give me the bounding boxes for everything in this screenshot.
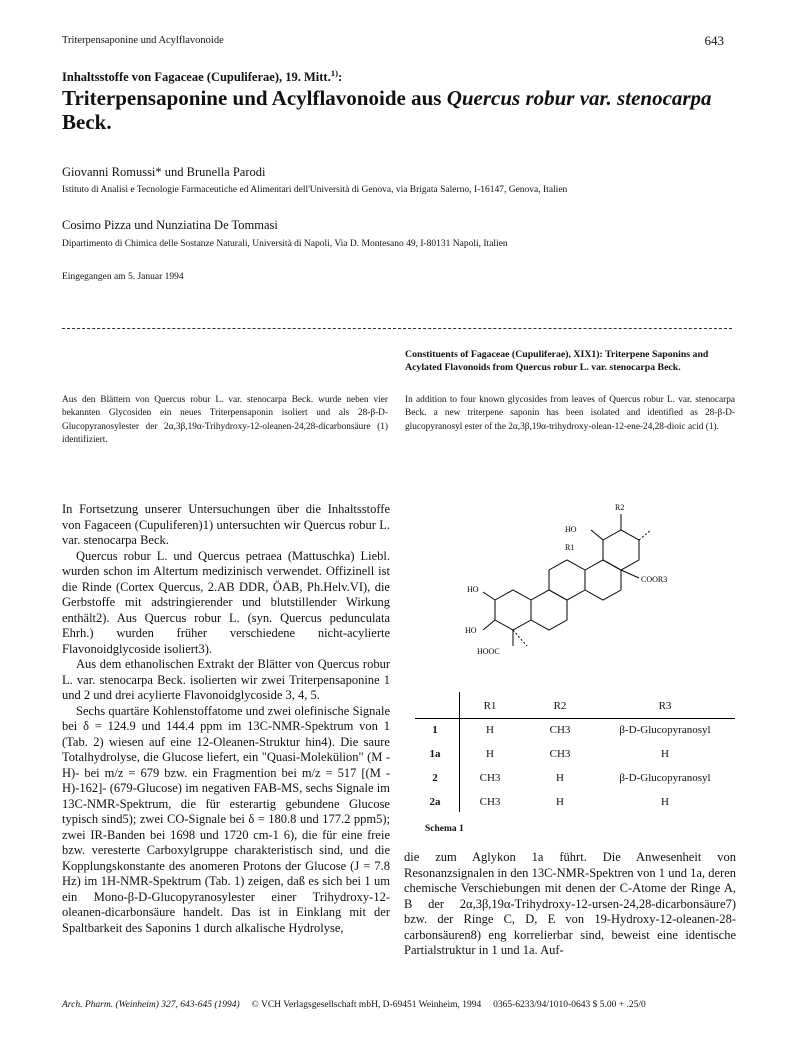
ring-d	[585, 560, 621, 600]
paragraph: In Fortsetzung unserer Untersuchungen über die Inhaltsstoffe von Fagaceen (Cupuliferen)1) untersuchten wir Quercus robur L. var. stenocarpa Beck.	[62, 502, 390, 547]
table-cell: H	[661, 796, 669, 808]
table-cell: CH3	[479, 772, 501, 784]
header-r3: R3	[658, 700, 672, 712]
article-title: Triterpensaponine und Acylflavonoide aus Quercus robur var. stenocarpa Beck.	[62, 86, 712, 134]
ring-c	[549, 560, 585, 600]
table-cell-id: 1a	[429, 748, 441, 760]
table-cell: β-D-Glucopyranosyl	[619, 772, 711, 784]
table-cell-id: 2a	[429, 796, 441, 808]
table-cell: H	[661, 748, 669, 760]
header-divider	[62, 328, 732, 329]
table-cell-id: 2	[432, 772, 438, 784]
table-cell: H	[486, 724, 494, 736]
label-ho-bottom: HO	[465, 626, 477, 635]
label-coor3: COOR3	[641, 575, 668, 584]
schema-caption: Schema 1	[425, 824, 464, 834]
page-number: 643	[704, 33, 724, 48]
table-row	[415, 748, 735, 768]
header-r2: R2	[553, 700, 567, 712]
ring-e	[603, 530, 639, 570]
table-cell: H	[556, 772, 564, 784]
table-cell: β-D-Glucopyranosyl	[619, 724, 711, 736]
substituent-table	[415, 692, 735, 820]
english-title: Constituents of Fagaceae (Cupuliferae), XIX1): Triterpene Saponins and Acylated Flavonoids from Quercus robur L. var. stenocarpa Beck.	[405, 349, 709, 373]
affiliation-2: Dipartimento di Chimica delle Sostanze Naturali, Università di Napoli, Via D. Montesano 49, I-80131 Napoli, Italien	[62, 239, 508, 249]
label-hooc: HOOC	[477, 647, 500, 656]
running-head: Triterpensaponine und Acylflavonoide	[62, 35, 224, 46]
authors-group-2: Cosimo Pizza und Nunziatina De Tommasi	[62, 218, 278, 232]
paragraph: Quercus robur L. und Quercus petraea (Mattuschka) Liebl. wurden schon im Altertum medizinisch verwendet. Offizinell ist die Rinde (Cortex Quercus, 2.AB DDR, ÖAB, Ph.Helv.VI), die Gerbstoffe mit adstringierender und blutstillender Wirkung enthält2). Aus Quercus robur L. (syn. Quercus pedunculata Ehrh.) wurden früher verschiedene nicht-acylierte Flavonoidglycoside isoliert3).	[62, 548, 390, 656]
table-cell-id: 1	[432, 724, 438, 736]
label-ho-left: HO	[467, 585, 479, 594]
table-row	[415, 772, 735, 792]
page-footer	[62, 1000, 646, 1010]
footer-issn: 0365-6233/94/1010-0643 $ 5.00 + .25/0	[493, 1000, 646, 1010]
ring-b	[531, 590, 567, 630]
table-cell: CH3	[549, 724, 571, 736]
received-date: Eingegangen am 5. Januar 1994	[62, 272, 184, 282]
body-column-right: die zum Aglykon 1a führt. Die Anwesenheit von Resonanzsignalen in den 13C-NMR-Spektren von 1 und 1a, deren chemische Verschiebungen mit denen der C-Atome der Ringe A, B der 2α,3β,19α-Trihydroxy-12-ursen-24,28-dicarbonsäure7) bzw. der Ringe C, D, E von 19-Hydroxy-12-oleanen-28-carbonsäuren8) eng korrelierbar sind, beweist eine identische Partialstruktur in 1 und 1a. Auf-	[404, 850, 736, 957]
label-r1: R1	[565, 543, 575, 552]
header-r1: R1	[483, 700, 497, 712]
table-cell: H	[556, 796, 564, 808]
table-header-row	[415, 700, 735, 720]
table-cell: H	[486, 748, 494, 760]
table-cell: CH3	[549, 748, 571, 760]
table-row	[415, 724, 735, 744]
authors-group-1: Giovanni Romussi* und Brunella Parodi	[62, 165, 266, 179]
series-line: Inhaltsstoffe von Fagaceae (Cupuliferae), 19. Mitt.$^{1)}$:	[62, 67, 343, 84]
table-row	[415, 796, 735, 816]
paragraph: Sechs quartäre Kohlenstoffatome und zwei olefinische Signale bei δ = 124.9 und 144.4 ppm im 13C-NMR-Spektrum von 1 (Tab. 2) wiesen auf eine 12-Oleanen-Struktur hin4). Die saure Totalhydrolyse, die Glucose liefert, ein "Quasi-Molekülion" (M - H)- bei m/z = 679 bzw. ein Fragmention bei m/z = 517 [(M - H)-162]- (679-Glucose) im negativen FAB-MS, sechs Signale im 13C-NMR-Spektrum, die für esterartig gebundene Glucose typisch sind5); zwei CO-Signale bei δ = 180.8 und 177.2 ppm5); zwei IR-Banden bei 1698 und 1720 cm-1 6), die für eine freie bzw. veresterte Carboxylgruppe charakteristisch sind, und die Kopplungskonstante des anomeren Protons der Glucose (J = 7.8 Hz) im 1H-NMR-Spektrum (Tab. 1) zeigen, daß es sich bei 1 um ein Mono-β-D-Glucopyranosylester einer Trihydroxy-12-oleanen-dicarbonsäure handelt. Das ist in Einklang mit der Spaltbarkeit des Saponins 1 durch alkalische Hydrolyse,	[62, 703, 390, 935]
ring-a	[495, 590, 531, 630]
footer-publisher: © VCH Verlagsgesellschaft mbH, D-69451 Weinheim, 1994	[251, 1000, 482, 1010]
affiliation-1: Istituto di Analisi e Tecnologie Farmaceutiche ed Alimentari dell'Università di Genova, via Brigata Salerno, I-16147, Genova, Italien	[62, 185, 568, 195]
label-r2: R2	[615, 503, 625, 512]
paragraph: Aus dem ethanolischen Extrakt der Blätter von Quercus robur L. var. stenocarpa Beck. isolierten wir zwei Triterpensaponine 1 und 2 und drei acylierte Flavonoidglycoside 3, 4, 5.	[62, 657, 390, 702]
body-column-left	[62, 502, 390, 936]
abstract-german: Aus den Blättern von Quercus robur L. var. stenocarpa Beck. wurde neben vier bekannten Glycosiden ein neues Triterpensaponin isoliert und als 28-β-D-Glucopyranosylester der 2α,3β,19α-Trihydroxy-12-oleanen-24,28-dicarbonsäure (1) identifiziert.	[62, 395, 388, 446]
footer-journal: Arch. Pharm. (Weinheim) 327, 643-645 (1994)	[62, 1000, 240, 1010]
label-ho-top: HO	[565, 525, 577, 534]
abstract-english: In addition to four known glycosides from leaves of Quercus robur L. var. stenocarpa Beck. a new triterpene saponin has been isolated and identified as 28-β-D-glucopyranosyl ester of the 2α,3β,19α-trihydroxy-olean-12-ene-24,28-dioic acid (1).	[405, 395, 735, 432]
triterpene-structure-diagram	[455, 500, 695, 680]
table-cell: CH3	[479, 796, 501, 808]
